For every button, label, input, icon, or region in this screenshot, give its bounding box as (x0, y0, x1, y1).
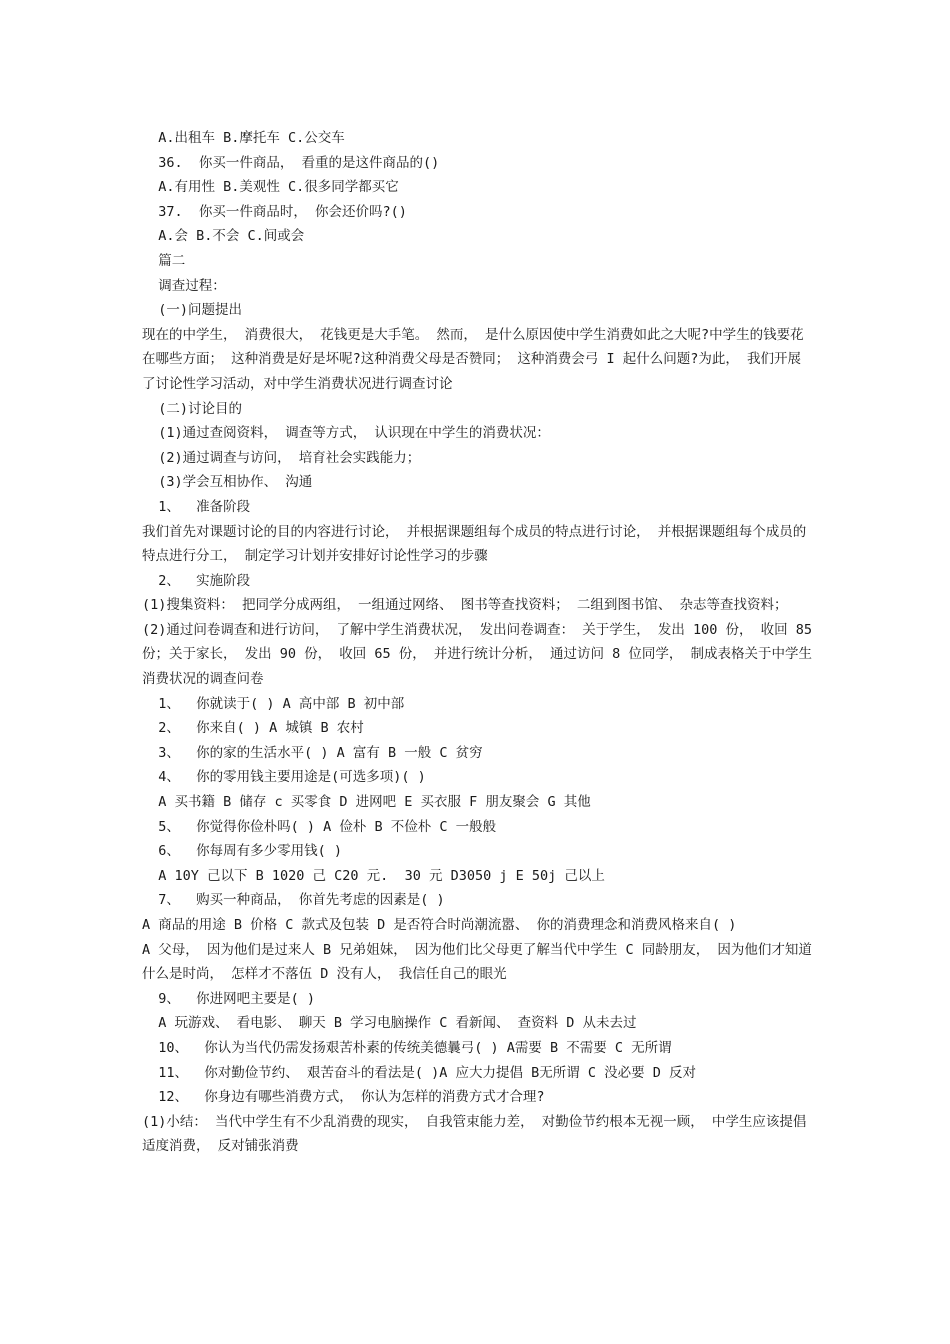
question-line: A 10Y 己以下 B 1020 己 C20 元. 30 元 D3050 j E 50j 己以上 (142, 867, 605, 884)
paragraph: A 父母， 因为他们是过来人 B 兄弟姐妹， 因为他们比父母更了解当代中学生 C 同龄朋友， 因为他们才知道什么是时尚， 怎样才不落伍 D 没有人， 我信任自己的眼光 (142, 941, 812, 983)
question-line: 5、 你觉得你俭朴吗( ) A 俭朴 B 不俭朴 C 一般般 (142, 818, 497, 835)
text-line: (1)通过查阅资料， 调查等方式， 认识现在中学生的消费状况： (142, 425, 550, 442)
paragraph: 我们首先对课题讨论的目的内容进行讨论， 并根据课题组每个成员的特点进行讨论， 并根据课题组每个成员的特点进行分工， 制定学习计划并安排好讨论性学习的步骤 (142, 523, 807, 565)
text-line: (3)学会互相协作、 沟通 (142, 474, 313, 491)
question-line: 2、 你来自( ) A 城镇 B 农村 (142, 720, 364, 737)
document-body (142, 126, 814, 1159)
text-line: 36. 你买一件商品， 看重的是这件商品的() (142, 154, 440, 171)
paragraph: A 商品的用途 B 价格 C 款式及包装 D 是否符合时尚潮流嚣、 你的消费理念和消费风格来自( ) (142, 917, 737, 933)
question-line: 6、 你每周有多少零用钱( ) (142, 843, 343, 860)
text-line: 1、 准备阶段 (142, 498, 251, 515)
text-line: A.出租车 B.摩托车 C.公交车 (142, 130, 345, 146)
section-heading: 篇二 (142, 252, 186, 269)
question-line: A 买书籍 B 储存 c 买零食 D 进网吧 E 买衣服 F 朋友聚会 G 其他 (142, 794, 591, 811)
question-line: 4、 你的零用钱主要用途是(可选多项)( ) (142, 769, 426, 786)
question-line: 9、 你进网吧主要是( ) (142, 990, 316, 1007)
text-line: (二)讨论目的 (142, 400, 243, 417)
text-line: A.有用性 B.美观性 C.很多同学都买它 (142, 179, 399, 196)
question-line: 11、 你对勤俭节约、 艰苦奋斗的看法是( )A 应大力提倡 B无所谓 C 没必要 D 反对 (142, 1064, 697, 1081)
text-line: 2、 实施阶段 (142, 572, 251, 589)
paragraph: (1)搜集资料： 把同学分成两组， 一组通过网络、 图书等查找资料； 二组到图书馆、 杂志等查找资料； (142, 597, 788, 614)
question-line: 3、 你的家的生活水平( ) A 富有 B 一般 C 贫穷 (142, 744, 483, 761)
paragraph: 现在的中学生， 消费很大， 花钱更是大手笔。 然而， 是什么原因使中学生消费如此之大呢?中学生的钱要花在哪些方面； 这种消费是好是坏呢?这种消费父母是否赞同； 这种消费会弓 I 起什么问题?为此， 我们开展了讨论性学习活动，对中学生消费状况进行调查讨论 (142, 326, 804, 392)
text-line: A.会 B.不会 C.间或会 (142, 228, 305, 245)
question-line: 10、 你认为当代仍需发扬艰苦朴素的传统美德曩弓( ) A需要 B 不需要 C 无所谓 (142, 1039, 672, 1056)
question-line: 12、 你身边有哪些消费方式， 你认为怎样的消费方式才合理? (142, 1089, 545, 1106)
text-line: (2)通过调查与访问， 培育社会实践能力； (142, 449, 421, 466)
question-line: 1、 你就读于( ) A 高中部 B 初中部 (142, 695, 405, 712)
text-line: (一)问题提出 (142, 302, 243, 319)
text-line: 调查过程： (142, 277, 226, 294)
paragraph: (2)通过问卷调查和进行访问， 了解中学生消费状况， 发出问卷调查： 关于学生， 发出 100 份， 收回 85 份；关于家长， 发出 90 份， 收回 65 份， 并进行统计分析， 通过访问 8 位同学， 制成表格关于中学生消费状况的调查问卷 (142, 621, 813, 688)
paragraph: (1)小结： 当代中学生有不少乱消费的现实， 自我管束能力差， 对勤俭节约根本无视一顾， 中学生应该提倡适度消费， 反对铺张消费 (142, 1113, 807, 1155)
question-line: A 玩游戏、 看电影、 聊天 B 学习电脑操作 C 看新闻、 查资料 D 从未去过 (142, 1015, 637, 1032)
text-line: 37. 你买一件商品时， 你会还价吗?() (142, 203, 407, 220)
question-line: 7、 购买一种商品， 你首先考虑的因素是( ) (142, 892, 445, 909)
